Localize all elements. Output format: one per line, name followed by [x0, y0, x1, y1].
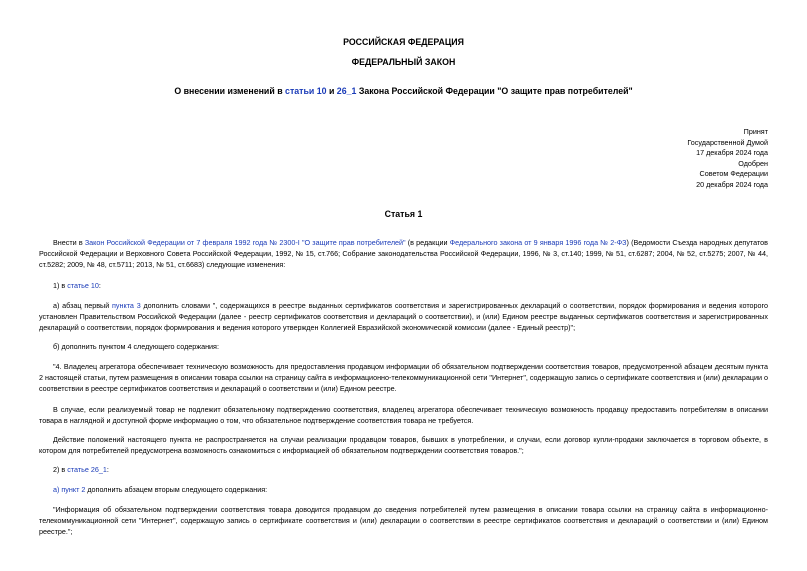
country-heading: РОССИЙСКАЯ ФЕДЕРАЦИЯ	[343, 37, 464, 47]
title-link-article-10[interactable]: статьи 10	[285, 86, 327, 96]
link-point-2[interactable]: а) пункт 2	[53, 485, 86, 494]
law-title	[0, 86, 807, 97]
paragraph-item-1b: б) дополнить пунктом 4 следующего содержания:	[53, 342, 219, 351]
approval-line-4: Одобрен	[738, 158, 768, 168]
paragraph-info-provision: "Информация об обязательном подтверждении соответствия товара доводится продавцом до сведения потребителей путем размещения в описании товара ссылки на страницу сайта в информационно-телекоммуникационной сети "Интернет", содержащую запись о сертификате соответствия и (или) декларации о соответствии в реестре сертификатов соответствия и деклараций о соответствии и (или) Едином реестре.";	[39, 505, 768, 536]
approval-line-1: Принят	[743, 127, 768, 136]
link-point-3[interactable]: пункта 3	[112, 301, 141, 310]
item-2-text-b: :	[106, 465, 109, 474]
paragraph-item-2	[39, 464, 768, 475]
approval-line-3: 17 декабря 2024 года	[696, 148, 768, 158]
link-article-26-1[interactable]: статье 26_1	[67, 465, 107, 474]
title-mid: и	[326, 86, 337, 96]
item-1-text-a: 1) в	[53, 281, 68, 290]
intro-text-a: Внести в	[53, 238, 85, 247]
title-suffix: Закона Российской Федерации "О защите прав потребителей"	[356, 86, 633, 96]
approval-line-5: Советом Федерации	[699, 169, 768, 179]
item-2-text-a: 2) в	[53, 465, 68, 474]
link-consumer-protection-law[interactable]: Закон Российской Федерации от 7 февраля 1992 года № 2300-I "О защите прав потребителей"	[84, 238, 406, 247]
title-prefix: О внесении изменений в	[174, 86, 286, 96]
item-2a-text-b: дополнить абзацем вторым следующего содержания:	[85, 485, 268, 494]
paragraph-item-2a	[39, 484, 768, 495]
paragraph-exceptions: Действие положений настоящего пункта не распространяется на случаи реализации продавцом товаров, бывших в употреблении, и случаи, если договор купли-продажи заключается в торговом объекте, в котором для потребителей предусмотрена возможность ознакомиться с информацией об обязательном подтверждении соответствия товаров.";	[39, 435, 768, 455]
paragraph-item-1a	[39, 300, 768, 333]
paragraph-point-4: "4. Владелец агрегатора обеспечивает техническую возможность для предоставления продавцом информации об обязательном подтверждении соответствия товаров, предусмотренной абзацем десятым пункта 2 настоящей статьи, путем размещения в описании товара ссылки на страницу сайта в информационно-телекоммуникационной сети "Интернет", содержащую запись о сертификате соответствия и (или) декларации о соответствии в реестре сертификатов соответствия и деклараций о соответствии и (или) Едином реестре.	[39, 362, 768, 393]
law-type-heading: ФЕДЕРАЛЬНЫЙ ЗАКОН	[351, 57, 456, 67]
intro-text-b: (в редакции	[405, 238, 450, 247]
item-1-text-b: :	[98, 281, 101, 290]
paragraph-intro	[39, 237, 768, 270]
approval-line-2: Государственной Думой	[687, 137, 768, 147]
article-heading: Статья 1	[384, 209, 423, 219]
paragraph-item-1	[39, 280, 768, 291]
title-link-article-26-1[interactable]: 26_1	[336, 86, 357, 96]
item-1a-text-a: а) абзац первый	[53, 301, 113, 310]
paragraph-not-subject: В случае, если реализуемый товар не подлежит обязательному подтверждению соответствия, владелец агрегатора обеспечивает техническую возможность продавцу предоставить потребителям в описании товара в наглядной и доступной форме информацию о том, что обязательное подтверждение соответствия товара не требуется.	[39, 405, 768, 425]
intro-text-c: ) (Ведомости Съезда народных депутатов Российской Федерации и Верховного Совета Российской Федерации, 1992, № 15, ст.766; Собрание законодательства Российской Федерации, 1996, № 3, ст.140; 1999, № 51, ст.6287; 2004, № 52, ст.5275; 2007, № 44, ст.5282; 2009, № 48, ст.5711; 2013, № 51, ст.6683) следующие изменения:	[39, 238, 768, 269]
item-1a-text-b: дополнить словами ", содержащихся в реестре выданных сертификатов соответствия и зарегистрированных деклараций о соответствии, порядок формирования и ведения которого установлен Правительством Российской Федерации (далее - реестр сертификатов соответствия и деклараций о соответствии), и (или) Едином реестре выданных сертификатов соответствия и зарегистрированных деклараций о соответствии, порядок формирования и ведения которого утвержден Коллегией Евразийской экономической комиссии (далее - Единый реестр)";	[39, 301, 768, 332]
link-federal-law-2-fz[interactable]: Федерального закона от 9 января 1996 года № 2-ФЗ	[449, 238, 627, 247]
link-article-10[interactable]: статье 10	[67, 281, 99, 290]
approval-line-6: 20 декабря 2024 года	[696, 179, 768, 189]
approval-block	[687, 127, 768, 191]
